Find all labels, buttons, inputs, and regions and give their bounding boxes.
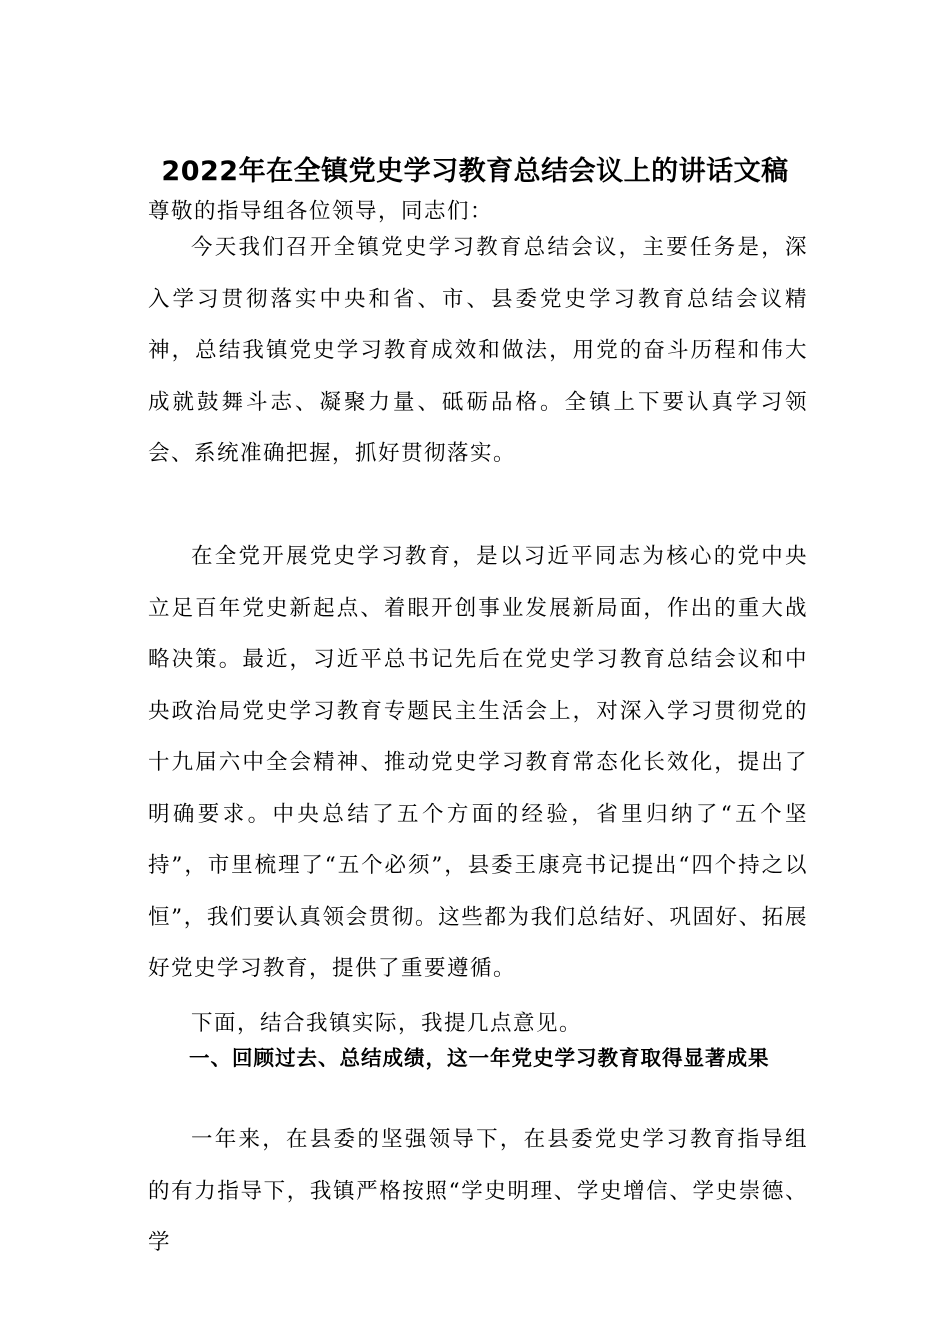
paragraph-4: 一年来，在县委的坚强领导下，在县委党史学习教育指导组的有力指导下，我镇严格按照“学史明理、学史增信、学史崇德、学 bbox=[148, 1127, 808, 1255]
paragraph-1: 今天我们召开全镇党史学习教育总结会议，主要任务是，深入学习贯彻落实中央和省、市、县委党史学习教育总结会议精神，总结我镇党史学习教育成效和做法，用党的奋斗历程和伟大成就鼓舞斗志、凝聚力量、砥砺品格。全镇上下要认真学习领会、系统准确把握，抓好贯彻落实。 bbox=[148, 235, 808, 466]
salutation: 尊敬的指导组各位领导，同志们： bbox=[148, 199, 494, 224]
document-title: 2022年在全镇党史学习教育总结会议上的讲话文稿 bbox=[161, 156, 789, 187]
paragraph-3: 下面，结合我镇实际，我提几点意见。 bbox=[191, 1011, 583, 1036]
paragraph-2: 在全党开展党史学习教育，是以习近平同志为核心的党中央立足百年党史新起点、着眼开创事业发展新局面，作出的重大战略决策。最近，习近平总书记先后在党史学习教育总结会议和中央政治局党史学习教育专题民主生活会上，对深入学习贯彻党的十九届六中全会精神、推动党史学习教育常态化长效化，提出了明确要求。中央总结了五个方面的经验，省里归纳了“五个坚持”，市里梳理了“五个必须”，县委王康亮书记提出“四个持之以恒”，我们要认真领会贯彻。这些都为我们总结好、巩固好、拓展好党史学习教育，提供了重要遵循。 bbox=[148, 544, 808, 981]
section-heading-1: 一、回顾过去、总结成绩，这一年党史学习教育取得显著成果 bbox=[189, 1046, 770, 1070]
